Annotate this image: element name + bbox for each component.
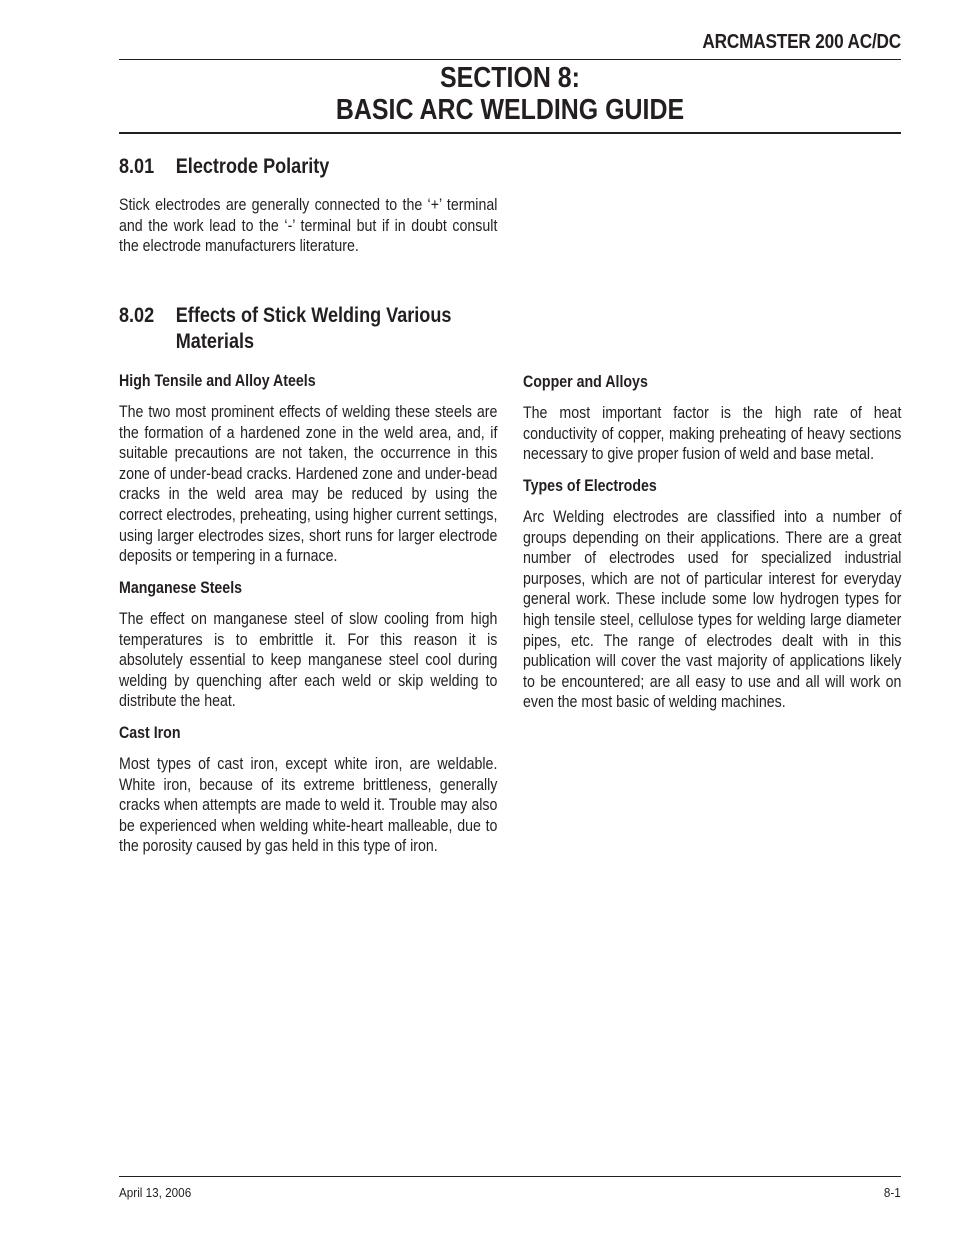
heading-8-02-title-line1: Effects of Stick Welding Various xyxy=(175,304,452,327)
subheading-electrode-types: Types of Electrodes xyxy=(523,477,657,495)
section-title-line1: SECTION 8: xyxy=(440,62,580,94)
header-product-name: ARCMASTER 200 AC/DC xyxy=(702,31,901,53)
header-rule xyxy=(119,59,901,60)
high-tensile-text: The two most prominent effects of welding these steels are the formation of a hardened zone in the weld area, and, if suitable precautions are not taken, the occurrence in this zone of under-bead cracks. Hardened zone and under-bead cracks in the weld area may be reduced by using the correct electrodes, preheating, using higher current settings, using larger electrodes sizes, short runs for larger electrode deposits or tempering in a furnace. xyxy=(119,403,498,566)
subheading-high-tensile: High Tensile and Alloy Ateels xyxy=(119,372,316,390)
copper-text: The most important factor is the high rate of heat conductivity of copper, making preheating of heavy sections necessary to give proper fusion of weld and base metal. xyxy=(523,404,902,464)
footer-date: April 13, 2006 xyxy=(119,1185,192,1200)
heading-8-02-number: 8.02 xyxy=(119,304,155,327)
heading-8-01-title: Electrode Polarity xyxy=(175,155,330,178)
manganese-text: The effect on manganese steel of slow cooling from high temperatures is to embrittle it. For this reason it is absolutely essential to keep manganese steel cool during welding by quenching after each weld or skip welding to distribute the heat. xyxy=(119,610,498,711)
subheading-copper: Copper and Alloys xyxy=(523,373,648,391)
heading-8-02 xyxy=(119,303,451,355)
heading-8-01-number: 8.01 xyxy=(119,155,155,178)
heading-8-01 xyxy=(119,154,329,180)
subheading-cast-iron: Cast Iron xyxy=(119,724,181,742)
subheading-manganese: Manganese Steels xyxy=(119,579,243,597)
footer-rule xyxy=(119,1176,901,1177)
electrode-types-text: Arc Welding electrodes are classified into a number of groups depending on their applications. There are a great number of electrodes used for specialized industrial purposes, which are not of particular interest for everyday general work. These include some low hydrogen types for high tensile steel, cellulose types for welding large diameter pipes, etc. The range of electrodes dealt with in this publication will cover the vast majority of applications likely to be encountered; are all easy to use and all will work on even the most basic of welding machines. xyxy=(523,508,902,712)
section-title-line2: BASIC ARC WELDING GUIDE xyxy=(335,94,685,126)
footer-page-number: 8-1 xyxy=(884,1185,901,1200)
section-title xyxy=(174,62,847,126)
title-rule xyxy=(119,132,901,134)
electrode-polarity-text: Stick electrodes are generally connected to the ‘+’ terminal and the work lead to the ‘-’ terminal but if in doubt consult the electrode manufacturers literature. xyxy=(119,196,498,256)
heading-8-02-title-line2: Materials xyxy=(175,330,255,353)
cast-iron-text: Most types of cast iron, except white iron, are weldable. White iron, because of its extreme brittleness, generally cracks when attempts are made to weld it. Trouble may also be experienced when welding white-heart malleable, due to the porosity caused by gas held in this type of iron. xyxy=(119,755,498,856)
